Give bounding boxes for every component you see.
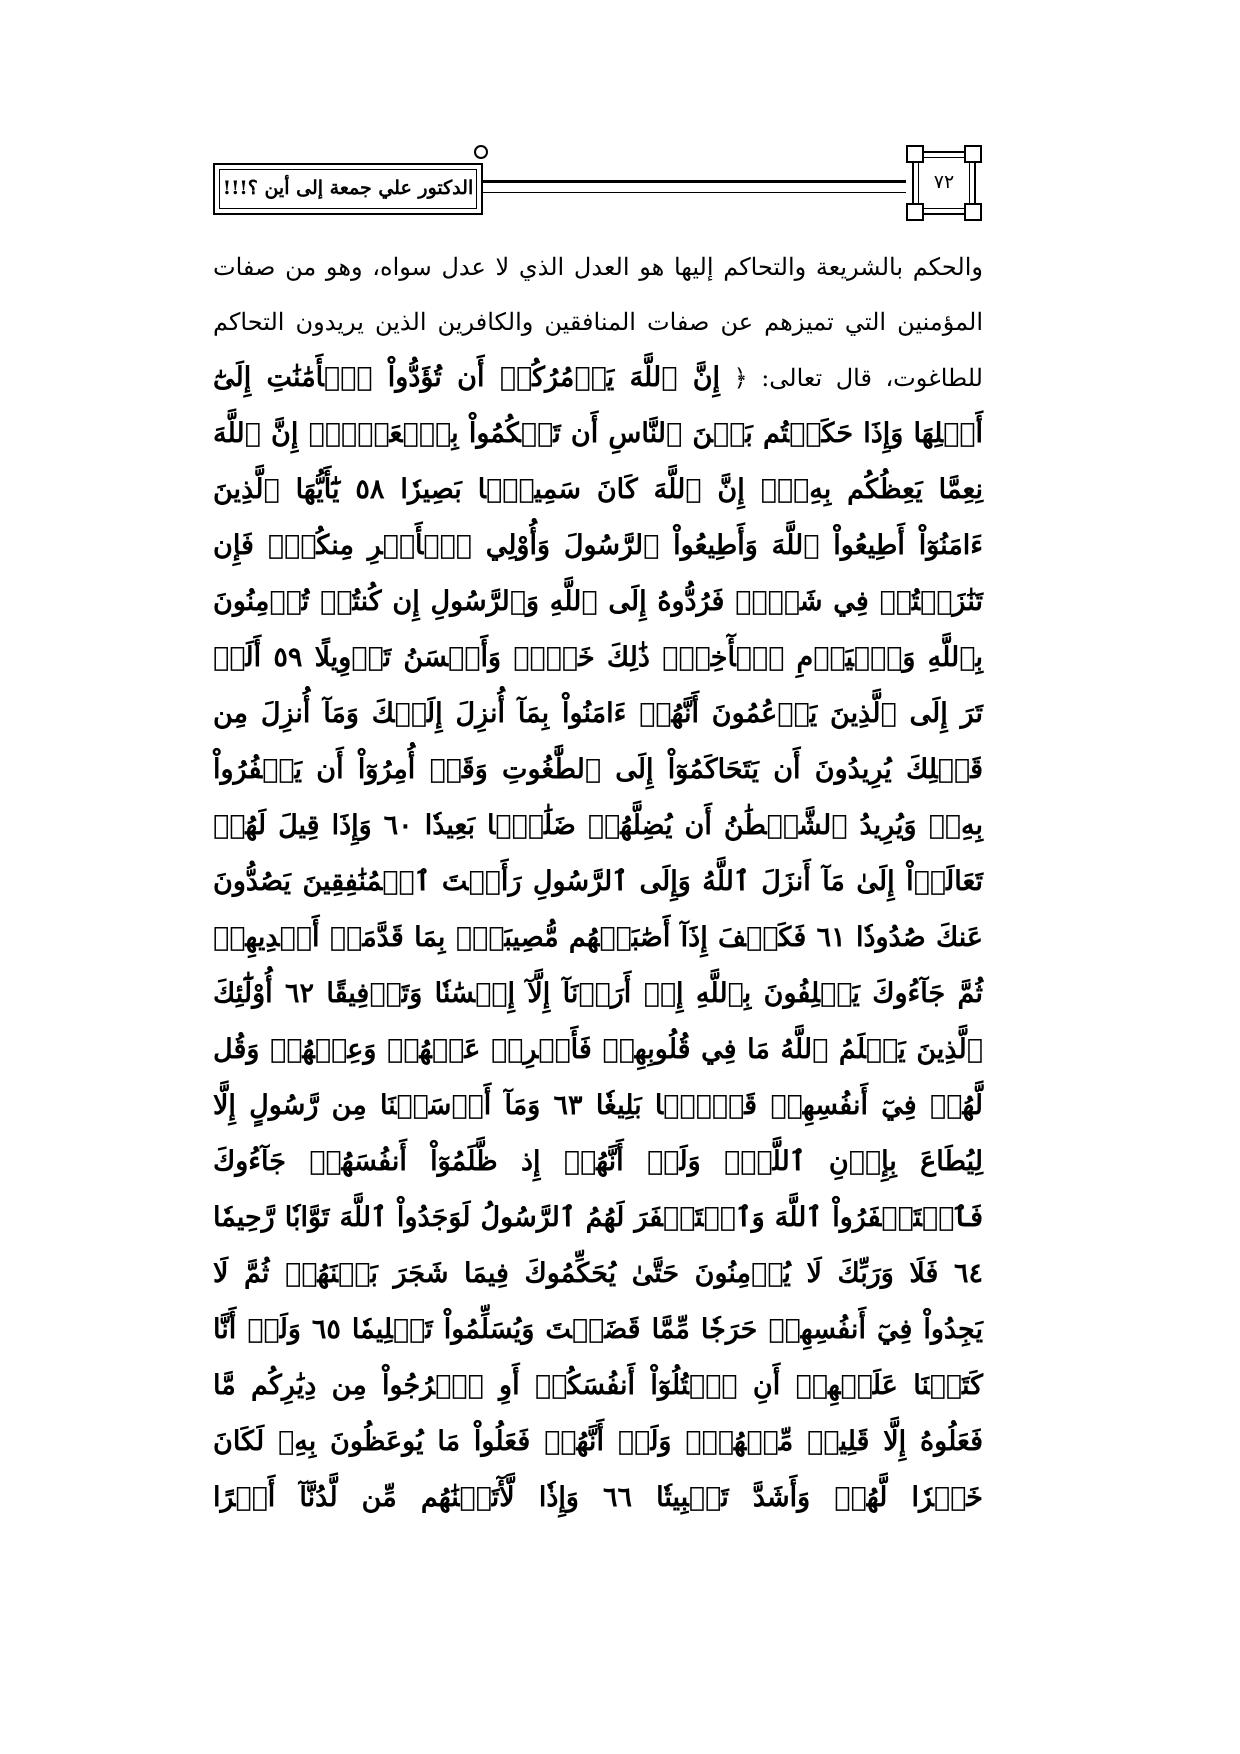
- intro-text: والحكم بالشريعة والتحاكم إليها هو العدل الذي لا عدل سواه، وهو من صفات المؤمنين التي تميزهم عن صفات المنافقين والكافرين الذين يريدون التحاكم للطاغوت، قال تعالى:: [213, 253, 983, 392]
- header-ornament-hook: [474, 145, 488, 159]
- frame-corner: [906, 145, 924, 163]
- quran-verses: إِنَّ ٱللَّهَ يَأۡمُرُكُمۡ أَن تُؤَدُّواْ ٱلۡأَمَٰنَٰتِ إِلَىٰٓ أَهۡلِهَا وَإِذَا حَكَمۡتُم بَيۡنَ ٱلنَّاسِ أَن تَحۡكُمُواْ بِٱلۡعَدۡلِۚ إِنَّ ٱللَّهَ نِعِمَّا يَعِظُكُم بِهِۦٓۗ إِنَّ ٱللَّهَ كَانَ سَمِيعَۢا بَصِيرٗا ٥٨ يَٰٓأَيُّهَا ٱلَّذِينَ ءَامَنُوٓاْ أَطِيعُواْ ٱللَّهَ وَأَطِيعُواْ ٱلرَّسُولَ وَأُوْلِي ٱلۡأَمۡرِ مِنكُمۡۖ فَإِن تَنَٰزَعۡتُمۡ فِي شَيۡءٖ فَرُدُّوهُ إِلَى ٱللَّهِ وَٱلرَّسُولِ إِن كُنتُمۡ تُؤۡمِنُونَ بِٱللَّهِ وَٱلۡيَوۡمِ ٱلۡأٓخِرِۚ ذَٰلِكَ خَيۡرٞ وَأَحۡسَنُ تَأۡوِيلًا ٥٩ أَلَمۡ تَرَ إِلَى ٱلَّذِينَ يَزۡعُمُونَ أَنَّهُمۡ ءَامَنُواْ بِمَآ أُنزِلَ إِلَيۡكَ وَمَآ أُنزِلَ مِن قَبۡلِكَ يُرِيدُونَ أَن يَتَحَاكَمُوٓاْ إِلَى ٱلطَّٰغُوتِ وَقَدۡ أُمِرُوٓاْ أَن يَكۡفُرُواْ بِهِۦۖ وَيُرِيدُ ٱلشَّيۡطَٰنُ أَن يُضِلَّهُمۡ ضَلَٰلَۢا بَعِيدٗا ٦٠ وَإِذَا قِيلَ لَهُمۡ تَعَالَوۡاْ إِلَىٰ مَآ أَنزَلَ ٱللَّهُ وَإِلَى ٱلرَّسُولِ رَأَيۡتَ ٱلۡمُنَٰفِقِينَ يَصُدُّونَ عَنكَ صُدُودٗا ٦١ فَكَيۡفَ إِذَآ أَصَٰبَتۡهُم مُّصِيبَةُۢ بِمَا قَدَّمَتۡ أَيۡدِيهِمۡ ثُمَّ جَآءُوكَ يَحۡلِفُونَ بِٱللَّهِ إِنۡ أَرَدۡنَآ إِلَّآ إِحۡسَٰنٗا وَتَوۡفِيقًا ٦٢ أُوْلَٰٓئِكَ ٱلَّذِينَ يَعۡلَمُ ٱللَّهُ مَا فِي قُلُوبِهِمۡ فَأَعۡرِضۡ عَنۡهُمۡ وَعِظۡهُمۡ وَقُل لَّهُمۡ فِيٓ أَنفُسِهِمۡ قَوۡلَۢا بَلِيغٗا ٦٣ وَمَآ أَرۡسَلۡنَا مِن رَّسُولٍ إِلَّا لِيُطَاعَ بِإِذۡنِ ٱللَّهِۚ وَلَوۡ أَنَّهُمۡ إِذ ظَّلَمُوٓاْ أَنفُسَهُمۡ جَآءُوكَ فَٱسۡتَغۡفَرُواْ ٱللَّهَ وَٱسۡتَغۡفَرَ لَهُمُ ٱلرَّسُولُ لَوَجَدُواْ ٱللَّهَ تَوَّابٗا رَّحِيمٗا ٦٤ فَلَا وَرَبِّكَ لَا يُؤۡمِنُونَ حَتَّىٰ يُحَكِّمُوكَ فِيمَا شَجَرَ بَيۡنَهُمۡ ثُمَّ لَا يَجِدُواْ فِيٓ أَنفُسِهِمۡ حَرَجٗا مِّمَّا قَضَيۡتَ وَيُسَلِّمُواْ تَسۡلِيمٗا ٦٥ وَلَوۡ أَنَّا كَتَبۡنَا عَلَيۡهِمۡ أَنِ ٱقۡتُلُوٓاْ أَنفُسَكُمۡ أَوِ ٱخۡرُجُواْ مِن دِيَٰرِكُم مَّا فَعَلُوهُ إِلَّا قَلِيلٞ مِّنۡهُمۡۖ وَلَوۡ أَنَّهُمۡ فَعَلُواْ مَا يُوعَظُونَ بِهِۦ لَكَانَ خَيۡرٗا لَّهُمۡ وَأَشَدَّ تَثۡبِيتٗا ٦٦ وَإِذٗا لَّأٓتَيۡنَٰهُم مِّن لَّدُنَّآ أَجۡرًا: [213, 362, 984, 1513]
- page-number-frame: [906, 145, 982, 221]
- frame-corner: [906, 203, 924, 221]
- quran-opening-bracket: ﴿: [733, 364, 748, 392]
- running-title: الدكتور علي جمعة إلى أين ؟!!!: [222, 177, 474, 199]
- page-body: [213, 240, 983, 1700]
- running-title-box: [213, 163, 483, 215]
- frame-corner: [964, 203, 982, 221]
- frame-corner: [964, 145, 982, 163]
- page-number: ٧٢: [933, 171, 955, 193]
- body-paragraph: [213, 240, 983, 1526]
- header-rule: [483, 180, 906, 193]
